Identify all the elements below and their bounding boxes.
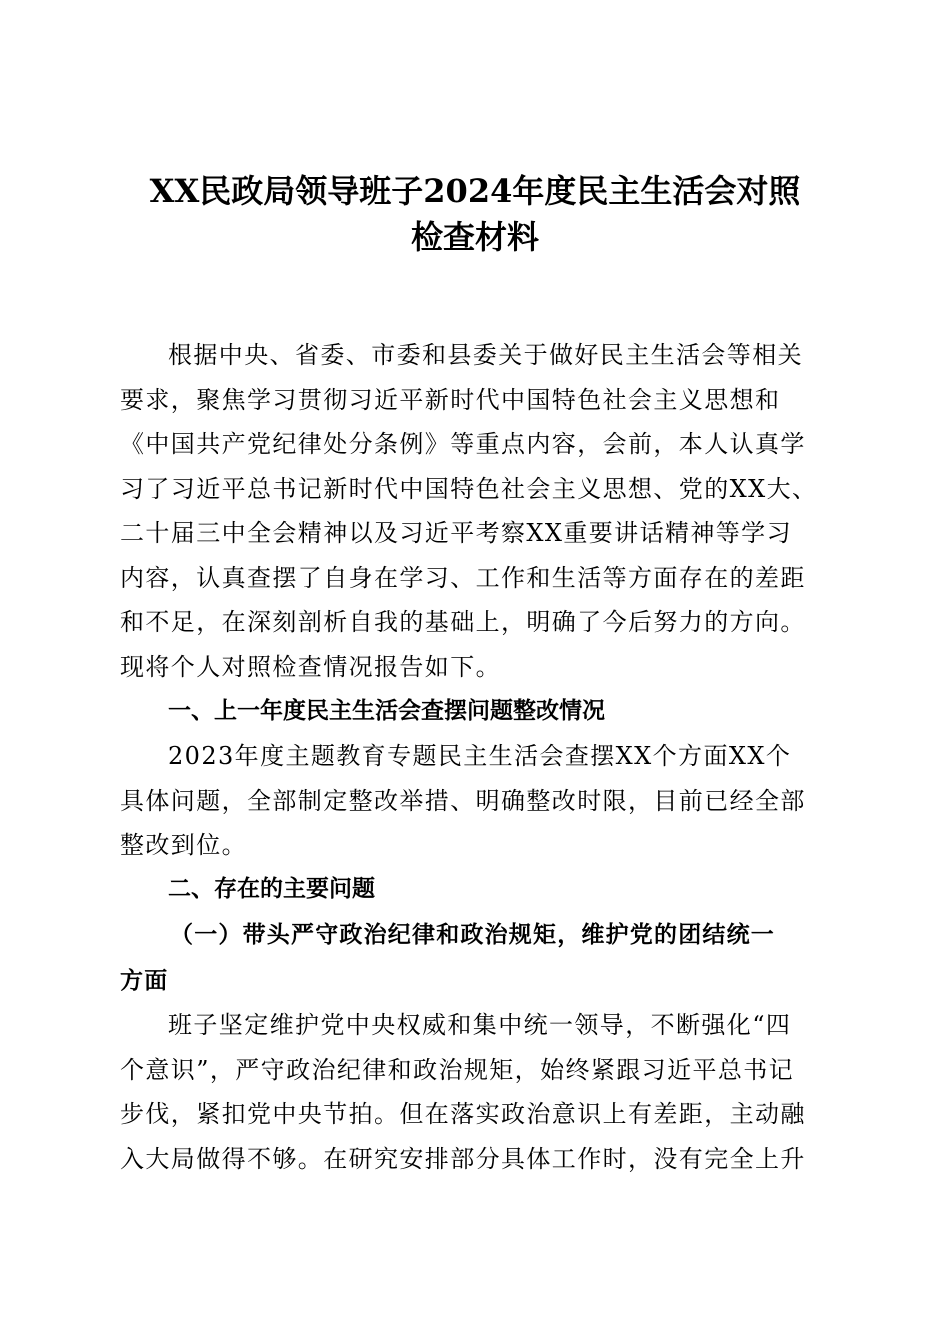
subsection-1-paragraph [120,1003,830,1181]
section-1-line: 2023年度主题教育专题民主生活会查摆XX个方面XX个 [168,742,792,770]
intro-line: 要求，聚焦学习贯彻习近平新时代中国特色社会主义思想和 [120,385,781,414]
subsection-1-line: 步伐，紧扣党中央节拍。但在落实政治意识上有差距，主动融 [120,1100,806,1128]
subsection-1-heading-line: 方面 [120,967,169,994]
intro-line: 习了习近平总书记新时代中国特色社会主义思想、党的XX大、 [120,474,818,503]
title-line-2: 检查材料 [410,218,539,256]
subsection-1-line: 入大局做得不够。在研究安排部分具体工作时，没有完全上升 [120,1144,806,1173]
intro-line: 和不足，在深刻剖析自我的基础上，明确了今后努力的方向。 [120,608,806,636]
section-1-heading: 一、上一年度民主生活会查摆问题整改情况 [168,698,605,724]
intro-line: 现将个人对照检查情况报告如下。 [120,652,501,681]
subsection-1-heading-line: （一）带头严守政治纪律和政治规矩，维护党的团结统一 [170,921,775,948]
intro-paragraph [120,333,830,689]
section-1-line: 整改到位。 [120,831,247,859]
section-1-line: 具体问题，全部制定整改举措、明确整改时限，目前已经全部 [120,786,806,815]
title-line-1: XX民政局领导班子2024年度民主生活会对照 [149,172,801,210]
intro-line: 二十届三中全会精神以及习近平考察XX重要讲话精神等学习 [120,519,792,547]
intro-line: 《中国共产党纪律处分条例》等重点内容，会前，本人认真学 [120,430,806,458]
intro-line: 内容，认真查摆了自身在学习、工作和生活等方面存在的差距 [120,563,806,592]
section-1-paragraph [120,734,830,868]
subsection-1-line: 班子坚定维护党中央权威和集中统一领导，不断强化“四 [168,1011,792,1039]
document-title [110,168,840,260]
subsection-1-heading [120,912,832,1004]
subsection-1-line: 个意识”，严守政治纪律和政治规矩，始终紧跟习近平总书记 [120,1055,795,1084]
intro-line: 根据中央、省委、市委和县委关于做好民主生活会等相关 [168,341,803,369]
section-2-heading: 二、存在的主要问题 [168,876,375,902]
